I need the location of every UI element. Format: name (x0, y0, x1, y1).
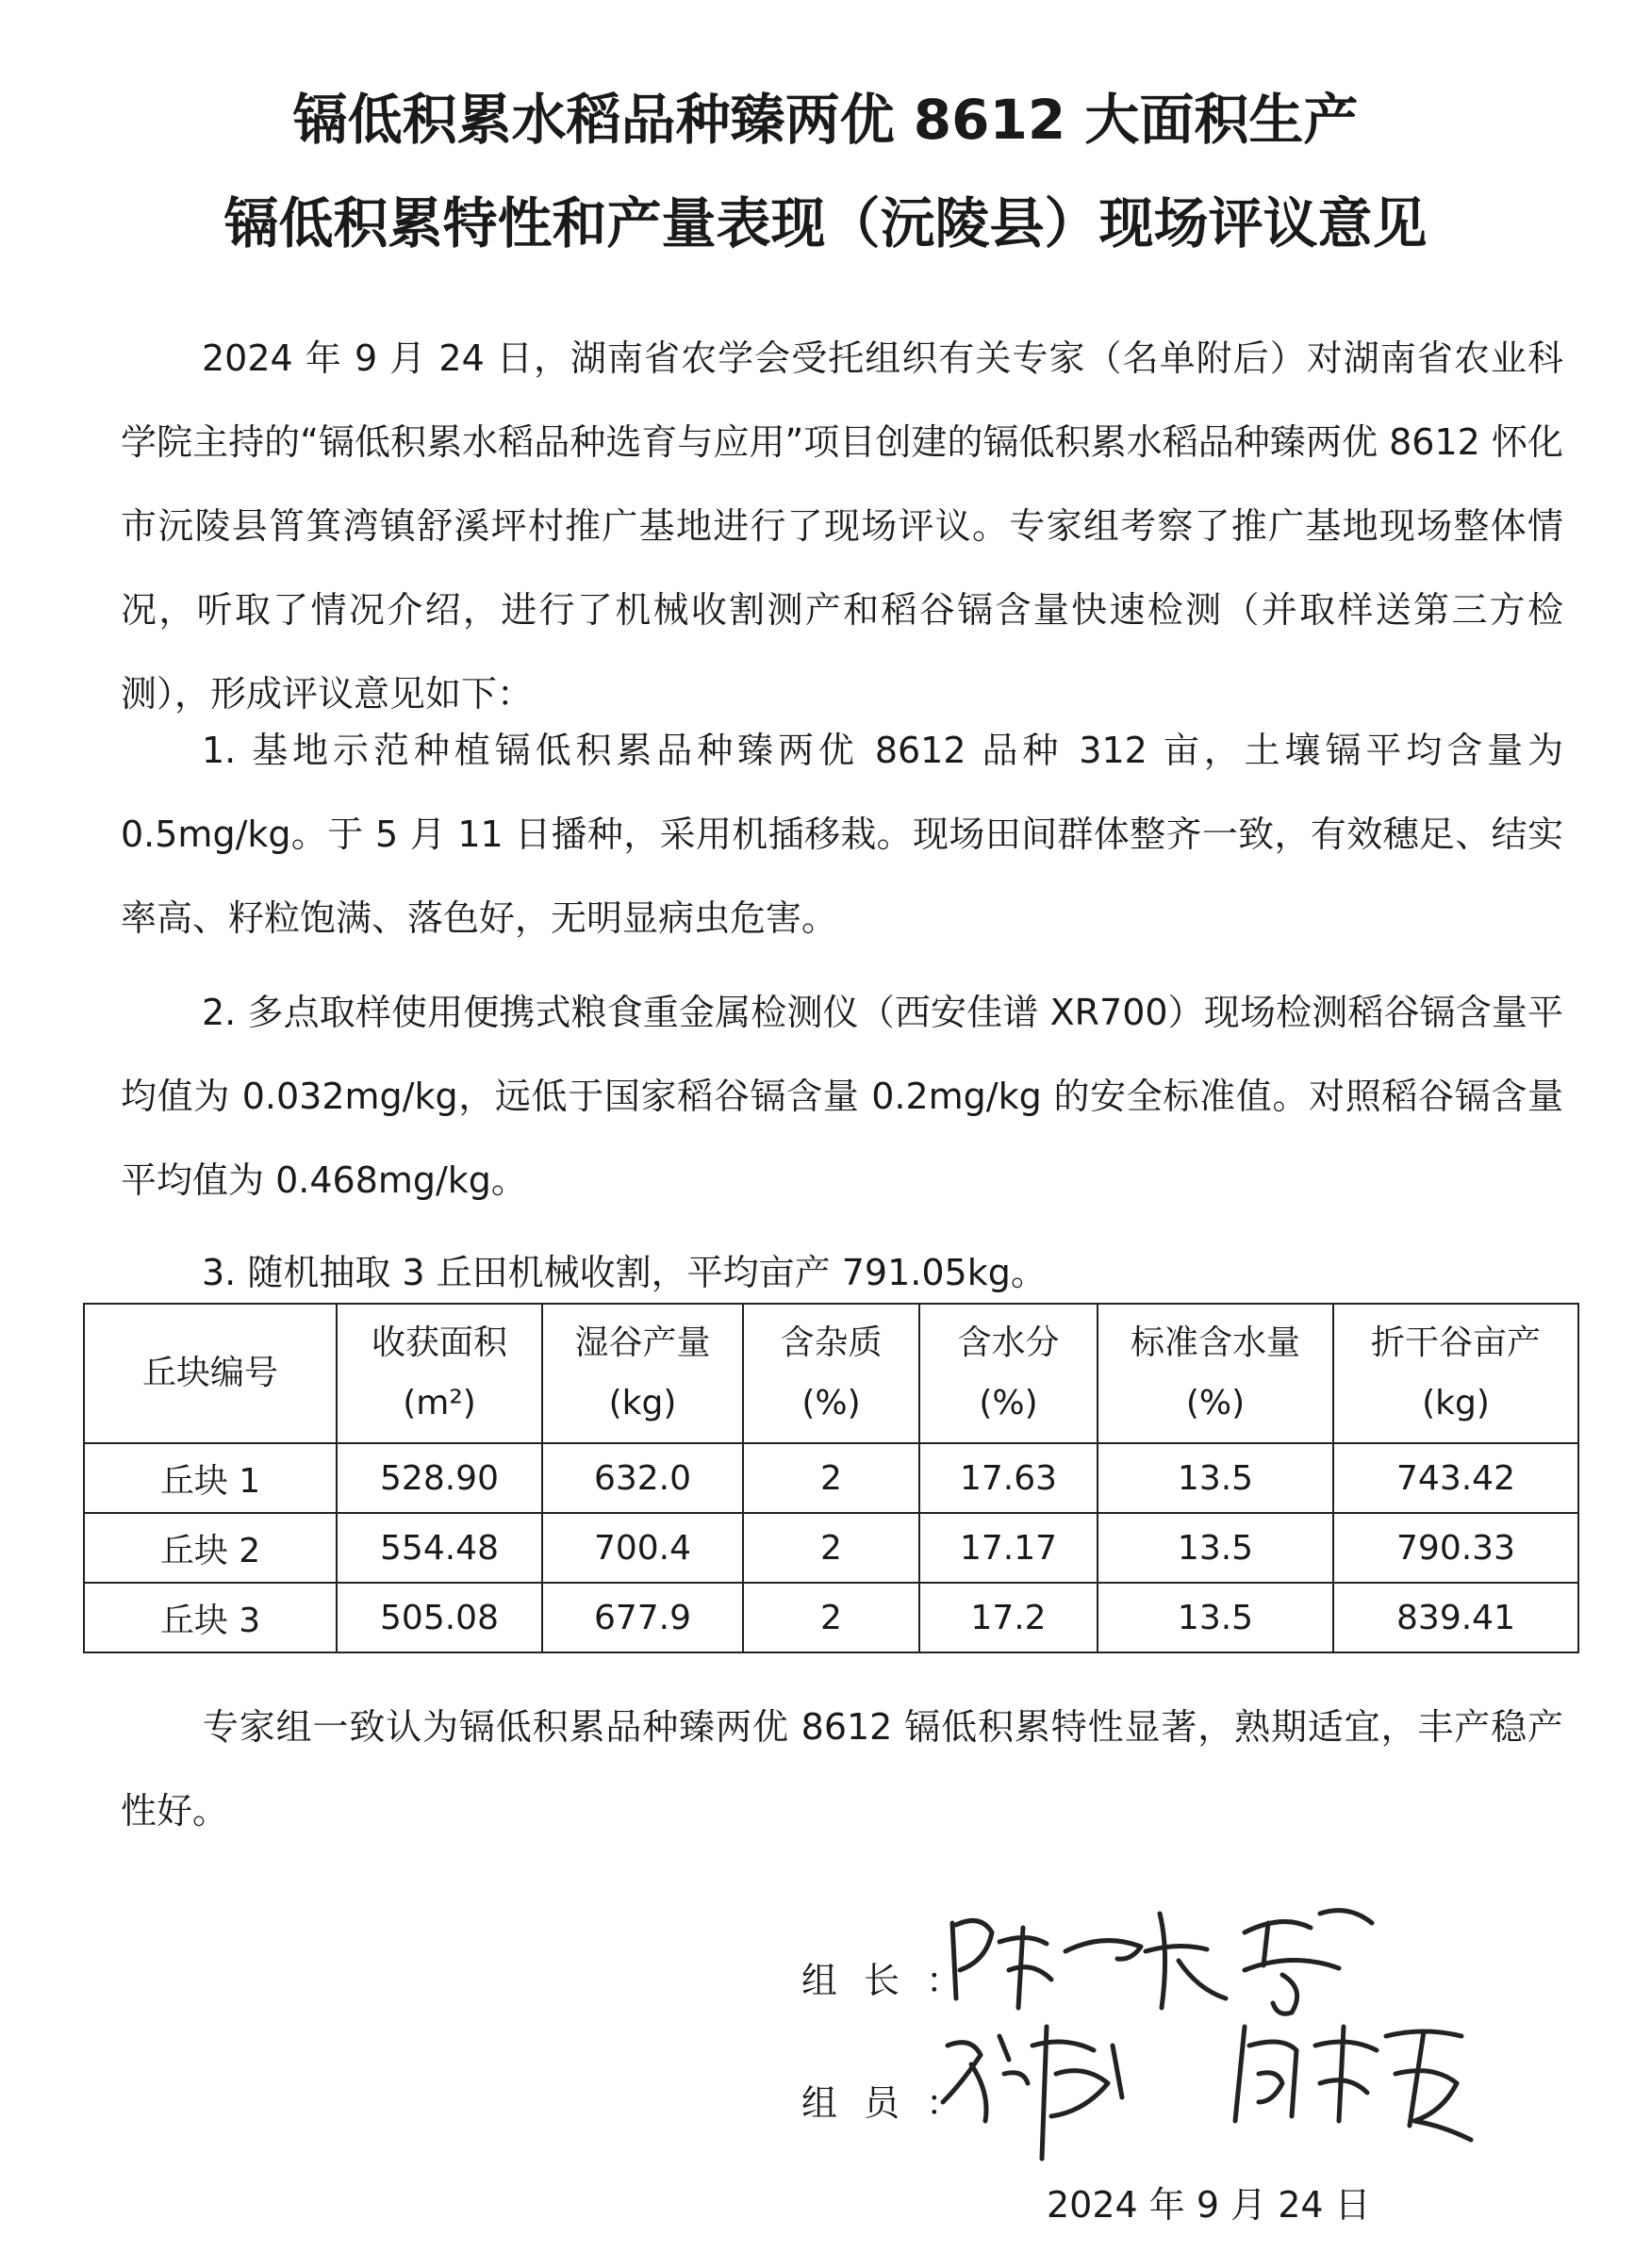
title-line-2: 镉低积累特性和产量表现（沅陵县）现场评议意见 (223, 191, 1428, 255)
header-unit: (kg) (608, 1384, 677, 1422)
member-signature-2 (1226, 2008, 1480, 2149)
header-std-moisture (1098, 1304, 1333, 1443)
header-area (337, 1304, 542, 1443)
table-cell: 丘块 3 (84, 1583, 337, 1652)
table-cell: 790.33 (1333, 1513, 1578, 1583)
item-3-text: 3. 随机抽取 3 丘田机械收割，平均亩产 791.05kg。 (202, 1252, 1047, 1293)
header-label: 收获面积 (371, 1323, 507, 1362)
item-2-text: 2. 多点取样使用便携式粮食重金属检测仪（西安佳谱 XR700）现场检测稻谷镉含量平均值为 0.032mg/kg，远低于国家稻谷镉含量 0.2mg/kg 的安全标准值。对照稻谷镉含量平均值为 0.468mg/kg。 (121, 992, 1563, 1201)
table-cell: 505.08 (337, 1583, 542, 1652)
header-label: 含杂质 (780, 1323, 883, 1362)
header-label: 折干谷亩产 (1370, 1323, 1541, 1362)
header-unit: (m²) (403, 1384, 476, 1422)
header-unit: (%) (979, 1384, 1038, 1422)
conclusion-paragraph (121, 1685, 1563, 1853)
conclusion-text: 专家组一致认为镉低积累品种臻两优 8612 镉低积累特性显著，熟期适宜，丰产稳产性好。 (121, 1706, 1563, 1832)
table-cell: 2 (743, 1583, 919, 1652)
header-unit: (%) (1185, 1384, 1246, 1422)
header-moisture (919, 1304, 1098, 1443)
table-cell: 677.9 (542, 1583, 743, 1652)
table-cell: 13.5 (1098, 1513, 1333, 1583)
header-impurity (743, 1304, 919, 1443)
table-row (84, 1583, 1578, 1652)
table-row (84, 1443, 1578, 1513)
leader-label: 组长： (801, 1960, 989, 2001)
header-label: 含水分 (957, 1323, 1060, 1362)
header-unit: (%) (801, 1384, 861, 1422)
header-label: 湿谷产量 (574, 1323, 711, 1362)
table-cell: 17.2 (919, 1583, 1098, 1652)
table-cell: 839.41 (1333, 1583, 1578, 1652)
header-unit: (kg) (1422, 1384, 1490, 1422)
intro-paragraph (121, 317, 1563, 736)
leader-signature (943, 1895, 1395, 2027)
item-1-paragraph (121, 709, 1563, 961)
table-cell: 2 (743, 1513, 919, 1583)
header-label: 丘块编号 (141, 1354, 278, 1392)
member-label: 组员： (801, 2082, 989, 2124)
title-line-1: 镉低积累水稻品种臻两优 8612 大面积生产 (292, 88, 1359, 152)
table-cell: 743.42 (1333, 1443, 1578, 1513)
header-label: 标准含水量 (1130, 1323, 1300, 1362)
item-1-text: 1. 基地示范种植镉低积累品种臻两优 8612 品种 312 亩，土壤镉平均含量为 0.5mg/kg。于 5 月 11 日播种，采用机插移栽。现场田间群体整齐一致，有效穗足、结实率高、籽粒饱满、落色好，无明显病虫危害。 (121, 730, 1563, 939)
table-cell: 13.5 (1098, 1443, 1333, 1513)
table-cell: 丘块 1 (84, 1443, 337, 1513)
member-signature-1 (933, 2008, 1150, 2168)
table-cell: 554.48 (337, 1513, 542, 1583)
table-cell: 2 (743, 1443, 919, 1513)
header-plot-id (84, 1304, 337, 1443)
table-cell: 17.17 (919, 1513, 1098, 1583)
table-cell: 632.0 (542, 1443, 743, 1513)
table-cell: 13.5 (1098, 1583, 1333, 1652)
table-cell: 17.63 (919, 1443, 1098, 1513)
table-cell: 丘块 2 (84, 1513, 337, 1583)
table-header-row (84, 1304, 1578, 1443)
table-row (84, 1513, 1578, 1583)
document-date: 2024 年 9 月 24 日 (1047, 2184, 1371, 2226)
yield-table (83, 1303, 1579, 1653)
header-wet-yield (542, 1304, 743, 1443)
item-2-paragraph (121, 971, 1563, 1223)
intro-text: 2024 年 9 月 24 日，湖南省农学会受托组织有关专家（名单附后）对湖南省农业科学院主持的“镉低积累水稻品种选育与应用”项目创建的镉低积累水稻品种臻两优 8612 怀化市沅陵县筲箕湾镇舒溪坪村推广基地进行了现场评议。专家组考察了推广基地现场整体情况，听取了情况介绍，进行了机械收割测产和稻谷镉含量快速检测（并取样送第三方检测），形成评议意见如下： (121, 337, 1563, 715)
table-cell: 528.90 (337, 1443, 542, 1513)
header-dry-yield (1333, 1304, 1578, 1443)
table-cell: 700.4 (542, 1513, 743, 1583)
